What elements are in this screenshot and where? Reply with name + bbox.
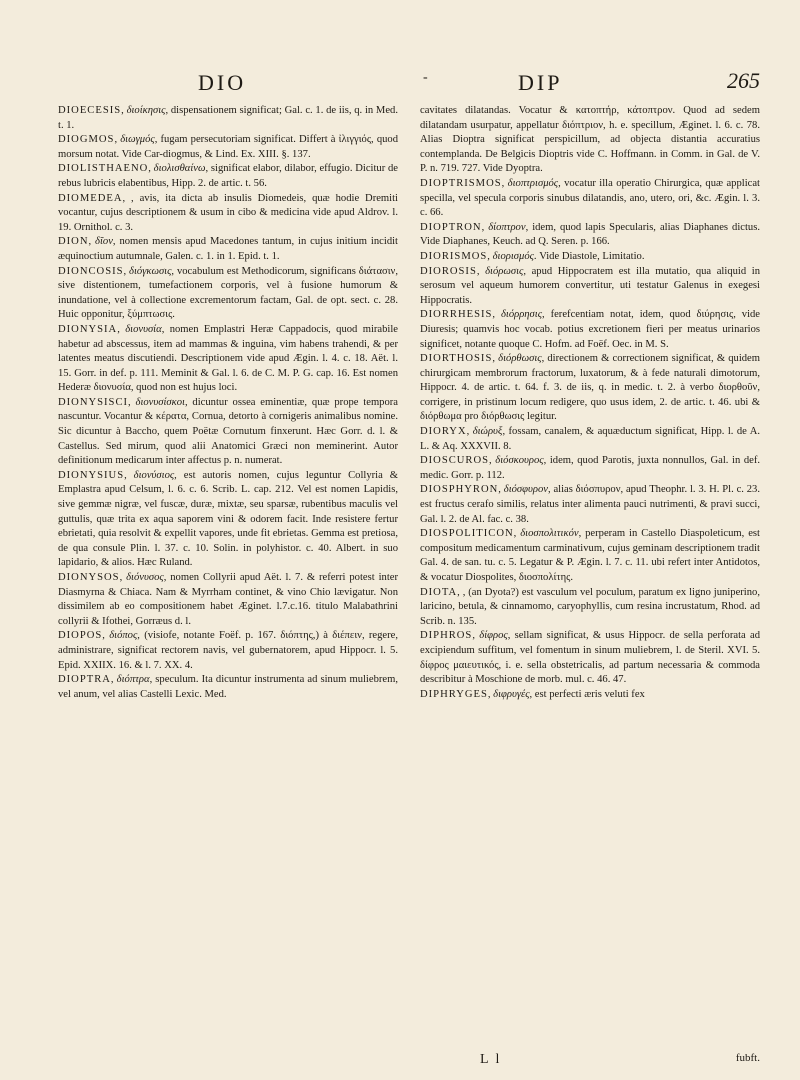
entry-text: , (visiofe, notante Foëf. p. 167. διόπτης,) à διέπειν, regere, administrare, significat rectorem navis, vel gubernatorem, apud Hippocr. l. 5. Epid. XXIIX. 16. & l. 7. XX. 4. (58, 630, 399, 671)
dictionary-entry: DIONCOSIS, διόγκωσις, vocabulum est Methodicorum, significans διάτασιν, sive distentionem, tumefactionem corporis, vel à fusione humorum & inundatione, vel à collectione excrementorum factam, Gal. de opt. sect. c. 28. Huic opponitur, ξύμπτωσις. (58, 265, 398, 321)
entry-greek: διόγκωσις (129, 265, 172, 277)
entry-text: , idem, quod Parotis, juxta nonnullos, Gal. in def. medic. Gorr. p. 112. (420, 455, 760, 481)
dictionary-entry: DIOPTRON, δίοπτρον, idem, quod lapis Specularis, alias Diaphanes dictus. Vide Diaphanes, Keuch. ad Q. Seren. p. 166. (420, 221, 760, 248)
entry-text: , vocabulum est Methodicorum, significans διάτασιν, sive distentionem, tumefactionem corporis, vel à fusione humorum & inundatione, vel à collectione excrementorum factam, Gal. de opt. sect. c. 28. Huic opponitur, ξύμπτωσις. (58, 265, 398, 321)
dictionary-entry: DIPHROS, δίφρος, sellam significat, & usus Hippocr. de sella perforata ad excipiendum suffitum, vel fomentum in sinum muliebrem, l. de Steril. XVI. 5. δίφρος μαιευτικός, i. e. sella obstetricalis, ad partum necessaria & commoda describitur à Moschione de morb. mul. c. 46. 47. (420, 630, 761, 686)
dictionary-entry: DIONYSIA, διονυσία, nomen Emplastri Heræ Cappadocis, quod mirabile habetur ad abscessus, item ad mammas & inguina, vim habens trahendi, & per latentes meatus discutiendi. Descriptionem vide apud Ægin. l. 4. c. 18. Aët. l. 15. Gorr. in def. p. 111. Meminit & Gal. l. 6. de C. M. P. G. cap. 16. Est nomen Hederæ διονυσία, quod non est hujus loci. (58, 323, 399, 394)
entry-text: , fossam, canalem, & aquæductum significat, Hipp. l. de A. L. & Aq. XXXVII. 8. (420, 426, 760, 452)
dictionary-entry: DIOLISTHAENO, διολισθαίνω, significat elabor, dilabor, effugio. Dicitur de rebus lubricis elabentibus, Hipp. 2. de artic. t. 56. (58, 163, 398, 189)
entry-headword: DIOPTRON (420, 221, 482, 233)
entry-greek: διόσφυρον (503, 484, 548, 496)
entry-text: , avis, ita dicta ab insulis Diomedeis, quæ hodie Dremiti vocantur, cujus descriptionem & usum in cibo & medicina vide apud Aldrov. l. 19. Ornithol. c. 3. (58, 192, 399, 233)
entry-headword: DIORYX (420, 426, 467, 438)
entry-text: , ferefcentiam notat, idem, quod διύρησις, vide Diuresis; quamvis hoc vocab. potius excretionem fieri per meatus urinarios significet, notante quoque C. Hofm. ad Foëf. Oec. in M. S. (420, 309, 761, 350)
entry-headword: DIONCOSIS (58, 265, 124, 277)
page-number: 265 (727, 68, 760, 93)
entry-text: , perperam in Castello Diaspoleticum, est compositum medicamentum carminativum, cujus geminam descriptionem tradit Gal. 4. de san. tu. c. 5. Legatur & P. Ægin. l. 7. c. 11. ubi refert inter Antidotos, & vocatur Diospolites, διοσπολίτης. (420, 528, 761, 583)
entry-greek: διολισθαίνω (153, 163, 206, 175)
right-column (420, 104, 760, 702)
left-column (58, 104, 398, 702)
entry-greek: διόπος (109, 630, 138, 642)
entry-text: , est perfecti æris veluti fex (529, 688, 645, 700)
dictionary-entry: DIORYX, διώρυξ, fossam, canalem, & aquæductum significat, Hipp. l. de A. L. & Aq. XXXVII. 8. (420, 426, 760, 452)
dictionary-entry: DIOPTRISMOS, διοπτρισμός, vocatur illa operatio Chirurgica, quæ applicat specilla, vel specula corporis sinubus dilatandis, ano, utero, ori, &c. Ægin. l. 3. c. 66. (420, 177, 760, 219)
entry-headword: DIOPTRISMOS (420, 177, 502, 189)
dictionary-entry: DIOTA, , (an Dyota?) est vasculum vel poculum, paratum ex ligno juniperino, laricino, betula, & cinnamomo, caryophyllis, cum resina incrustatum, Rhod. ad Scrib. n. 135. (420, 586, 760, 627)
entry-greek: διορισμός (492, 250, 534, 262)
dictionary-entry: DIORISMOS, διορισμός. Vide Diastole, Limitatio. (420, 250, 645, 262)
dictionary-entry: DIOPOS, διόπος, (visiofe, notante Foëf. p. 167. διόπτης,) à διέπειν, regere, administrare, significat rectorem navis, vel gubernatorem, apud Hippocr. l. 5. Epid. XXIIX. 16. & l. 7. XX. 4. (58, 630, 399, 671)
dictionary-entry: DIORTHOSIS, διόρθωσις, directionem & correctionem significat, & quidem chirurgicam membrorum fractorum, luxatorum, & à fede naturali dimotorum, Hippocr. 4. de artic. t. 64. f. 3. de iis, q. in medic. t. 2. à verbo διορθοῦν, corrigere, in pristinum locum redigere, quo usus idem, 2. de artic. t. 46. ubi & διόρθωμα pro διόρθωσις legitur. (420, 353, 760, 423)
dictionary-entry: DIOECESIS, διοίκησις, dispensationem significat; Gal. c. 1. de iis, q. in Med. t. 1. (58, 105, 399, 131)
entry-greek: διονυσίσκοι (135, 396, 185, 408)
entry-text: , directionem & correctionem significat, & quidem chirurgicam membrorum fractorum, luxatorum, & à fede naturali dimotorum, Hippocr. 4. de artic. t. 64. f. 3. de iis, q. in medic. t. 2. à verbo διορθοῦν, corrigere, in pristinum locum redigere, quo usus idem, 2. de artic. t. 46. ubi & διόρθωμα pro διόρθωσις legitur. (420, 353, 760, 423)
entry-headword: DIOLISTHAENO (58, 163, 149, 175)
entry-greek: δίοπτρον (488, 221, 526, 233)
entry-greek: διοσπολιτικόν (520, 528, 579, 540)
entry-greek: δῖον (95, 236, 113, 248)
entry-headword: DIOECESIS (58, 105, 122, 116)
running-header (58, 70, 760, 104)
entry-greek: διώρυξ (472, 426, 503, 438)
dictionary-entry: DIOROSIS, διόρωσις, apud Hippocratem est illa mutatio, qua aliquid in serosum vel aqueum humorem convertitur, uti testatur Galenus in exegesi Hippocratis. (420, 265, 760, 306)
entry-text: , significat elabor, dilabor, effugio. Dicitur de rebus lubricis elabentibus, Hipp. 2. de artic. t. 56. (58, 163, 398, 189)
entry-text: cavitates dilatandas. Vocatur & κατοπτήρ, κάτοπτρον. Quod ad sedem dilatandam usurpatur, appellatur διόπτριον, h. e. specillum, Æginet. l. 6. c. 78. Alias Dioptra significat perspicillum, ad objecta distantia accuratius contemplanda. De Belgicis Dioptris vide C. Hoffmann. in Comm. in Gal. de V. P. n. 719. 727. Vide Dyoptra. (420, 105, 760, 175)
entry-headword: DIOGMOS (58, 134, 115, 146)
entry-text: , dicuntur ossea eminentiæ, quæ prope tempora nascuntur. Vocantur & κέρατα, Cornua, detorto à cornigeris animalibus nomine. Sic dicuntur à Baccho, quem Poëtæ Cornutum finxerunt. Hæc Gorr. d. l. & Castellus. Sed mirum, quod alii Anatomici Græci non meminerint. Autor definitionum medicarum inter affectus p. n. numerat. (58, 396, 399, 467)
entry-greek: διόρωσις (485, 265, 524, 277)
entry-greek: διοπτρισμός (507, 177, 559, 189)
header-separator: - (423, 70, 428, 85)
entry-text: , sellam significat, & usus Hippocr. de sella perforata ad excipiendum suffitum, vel fomentum in sinum muliebrem, l. de Steril. XVI. 5. δίφρος μαιευτικός, i. e. sella obstetricalis, ad partum necessaria & commoda describitur à Moschione de morb. mul. c. 46. 47. (420, 630, 761, 686)
entry-headword: DION (58, 236, 89, 248)
entry-headword: DIOMEDEA (58, 192, 123, 204)
entry-headword: DIOTA (420, 586, 458, 598)
dictionary-entry: DIOSCUROS, διόσκουρος, idem, quod Parotis, juxta nonnullos, Gal. in def. medic. Gorr. p. 112. (420, 455, 760, 481)
dictionary-entry: DIONYSIUS, διονύσιος, est autoris nomen, cujus leguntur Collyria & Emplastra apud Celsum, l. 6. c. 6. Scrib. L. cap. 212. Vel est nomen Lapidis, sive gemmæ nigræ, vel fuscæ, duræ, mixtæ, seu sparsæ, rubentibus maculis vel guttulis, quæ trita ex aqua saporem vini & odorem facit. Inde resistere fertur ebrietati, quia resolvit & expellit vapores, unde fit ebrietas. Gemma est pretiosa, de qua consule Plin. l. 37. c. 10. Solin. in polyhistor. c. 40. Albert. in suo lapidario, & alios. Hæc Ruland. (58, 469, 398, 569)
entry-headword: DIONYSOS (58, 572, 120, 583)
entry-headword: DIORISMOS (420, 250, 488, 262)
entry-text: , (an Dyota?) est vasculum vel poculum, paratum ex ligno juniperino, laricino, betula, & cinnamomo, caryophyllis, cum resina incrustatum, Rhod. ad Scrib. n. 135. (420, 586, 760, 627)
catchword: fubft. (735, 1052, 760, 1064)
dictionary-entry: DIPHRYGES, διφρυγές, est perfecti æris veluti fex (420, 688, 645, 700)
entry-greek: διόνυσος (126, 572, 164, 583)
entry-text: , est autoris nomen, cujus leguntur Collyria & Emplastra apud Celsum, l. 6. c. 6. Scrib. L. cap. 212. Vel est nomen Lapidis, sive gemmæ nigræ, vel fuscæ, duræ, mixtæ, seu sparsæ, rubentibus maculis vel guttulis, quæ trita ex aqua saporem vini & odorem facit. Inde resistere fertur ebrietati, quia resolvit & expellit vapores, unde fit ebrietas. Gemma est pretiosa, de qua consule Plin. l. 37. c. 10. Solin. in polyhistor. c. 40. Albert. in suo lapidario, & alios. Hæc Ruland. (58, 469, 398, 569)
entry-headword: DIOPOS (58, 630, 103, 642)
dictionary-entry: DIOGMOS, διωγμός, fugam persecutoriam significat. Differt à ἰλιγγιός, quod morsum notat. Vide Car-diogmus, & Lind. Ex. XIII. §. 137. (58, 134, 399, 160)
entry-headword: DIORTHOSIS (420, 353, 493, 365)
entry-greek: διόρρησις (500, 309, 543, 321)
header-left-word: DIO (198, 70, 247, 95)
dictionary-entry: DIONYSISCI, διονυσίσκοι, dicuntur ossea eminentiæ, quæ prope tempora nascuntur. Vocantur & κέρατα, Cornua, detorto à cornigeris animalibus nomine. Sic dicuntur à Baccho, quem Poëtæ Cornutum finxerunt. Hæc Gorr. d. l. & Castellus. Sed mirum, quod alii Anatomici Græci non meminerint. Autor definitionum medicarum inter affectus p. n. numerat. (58, 396, 399, 467)
dictionary-entry: DIORRHESIS, διόρρησις, ferefcentiam notat, idem, quod διύρησις, vide Diuresis; quamvis hoc vocab. potius excretionem fieri per meatus urinarios significet, notante quoque C. Hofm. ad Foëf. Oec. in M. S. (420, 309, 761, 350)
entry-headword: DIONYSISCI (58, 396, 129, 408)
entry-greek: διόσκουρος (495, 455, 544, 467)
dictionary-entry: DIOSPHYRON, διόσφυρον, alias διόσπυρον, apud Theophr. l. 3. H. Pl. c. 23. est fructus cerafo similis, relatus inter alimenta pauci nutrimenti, & pravi succi, Gal. l. 2. de Al. fac. c. 38. (420, 484, 761, 525)
dictionary-entry: DIOPTRA, διόπτρα, speculum. Ita dicuntur instrumenta ad sinum muliebrem, vel anum, vel alias Castelli Lexic. Med. (58, 674, 398, 700)
entry-headword: DIONYSIA (58, 323, 118, 335)
entry-greek: διόρθωσις (498, 353, 542, 365)
header-right-word: DIP (518, 70, 563, 95)
text-columns (58, 104, 760, 702)
entry-headword: DIOROSIS (420, 265, 477, 277)
entry-headword: DIORRHESIS (420, 309, 493, 321)
dictionary-entry: DIOMEDEA, , avis, ita dicta ab insulis Diomedeis, quæ hodie Dremiti vocantur, cujus descriptionem & usum in cibo & medicina vide apud Aldrov. l. 19. Ornithol. c. 3. (58, 192, 399, 233)
entry-headword: DIPHROS (420, 630, 473, 642)
signature-mark: L l (480, 1052, 502, 1067)
entry-text: , nomen mensis apud Macedones tantum, in cujus initium incidit æquinoctium autumnale, Galen. c. 1. in 1. Epid. t. 1. (58, 236, 398, 262)
entry-greek: διόπτρα (116, 674, 150, 686)
entry-greek: διονυσία (125, 323, 162, 335)
entry-headword: DIOSPOLITICON (420, 528, 514, 540)
entry-text: , idem, quod lapis Specularis, alias Diaphanes dictus. Vide Diaphanes, Keuch. ad Q. Seren. p. 166. (420, 221, 760, 248)
entry-headword: DIOSPHYRON (420, 484, 499, 496)
dictionary-entry: DION, δῖον, nomen mensis apud Macedones tantum, in cujus initium incidit æquinoctium autumnale, Galen. c. 1. in 1. Epid. t. 1. (58, 236, 398, 262)
dictionary-entry: DIONYSOS, διόνυσος, nomen Collyrii apud Aët. l. 7. & referri potest inter Diasmyrna & Chiaca. Nam & Myrrham continet, & vino Chio lævigatur. Non dissimilem ab eo compositionem habet Æginet. l.7.c.16. titulo Malabathrini collyrii & Ifothei, Gorræus d. l. (58, 572, 398, 627)
entry-text: , fugam persecutoriam significat. Differt à ἰλιγγιός, quod morsum notat. Vide Car-diogmus, & Lind. Ex. XIII. §. 137. (58, 134, 399, 160)
dictionary-entry: DIOSPOLITICON, διοσπολιτικόν, perperam in Castello Diaspoleticum, est compositum medicamentum carminativum, cujus geminam descriptionem tradit Gal. 4. de san. tu. c. 5. Legatur & P. Ægin. l. 7. c. 11. ubi refert inter Antidotos, & vocatur Diospolites, διοσπολίτης. (420, 528, 761, 583)
dictionary-entry (420, 104, 760, 177)
entry-text: , nomen Collyrii apud Aët. l. 7. & referri potest inter Diasmyrna & Chiaca. Nam & Myrrham continet, & vino Chio lævigatur. Non dissimilem ab eo compositionem habet Æginet. l.7.c.16. titulo Malabathrini collyrii & Ifothei, Gorræus d. l. (58, 572, 398, 627)
entry-text: , nomen Emplastri Heræ Cappadocis, quod mirabile habetur ad abscessus, item ad mammas & inguina, vim habens trahendi, & per latentes meatus discutiendi. Descriptionem vide apud Ægin. l. 4. c. 18. Aët. l. 15. Gorr. in def. p. 111. Meminit & Gal. l. 6. de C. M. P. G. cap. 16. Est nomen Hederæ διονυσία, quod non est hujus loci. (58, 323, 399, 394)
entry-headword: DIOPTRA (58, 674, 111, 686)
entry-text: , speculum. Ita dicuntur instrumenta ad sinum muliebrem, vel anum, vel alias Castelli Lexic. Med. (58, 674, 398, 700)
entry-text: , alias διόσπυρον, apud Theophr. l. 3. H. Pl. c. 23. est fructus cerafo similis, relatus inter alimenta pauci nutrimenti, & pravi succi, Gal. l. 2. de Al. fac. c. 38. (420, 484, 761, 525)
entry-text: , dispensationem significat; Gal. c. 1. de iis, q. in Med. t. 1. (58, 105, 399, 131)
entry-greek: διοίκησις (126, 105, 166, 116)
entry-greek: διφρυγές (493, 688, 530, 700)
entry-text: , vocatur illa operatio Chirurgica, quæ applicat specilla, vel specula corporis sinubus dilatandis, ano, utero, ori, &c. Ægin. l. 3. c. 66. (420, 177, 760, 219)
entry-headword: DIPHRYGES (420, 688, 488, 700)
entry-text: . Vide Diastole, Limitatio. (533, 250, 645, 262)
entry-greek: διονύσιος (133, 469, 175, 481)
entry-text: , apud Hippocratem est illa mutatio, qua aliquid in serosum vel aqueum humorem convertitur, uti testatur Galenus in exegesi Hippocratis. (420, 265, 760, 306)
entry-greek: δίφρος (479, 630, 508, 642)
entry-headword: DIONYSIUS (58, 469, 125, 481)
entry-greek: διωγμός (120, 134, 155, 146)
entry-headword: DIOSCUROS (420, 455, 490, 467)
